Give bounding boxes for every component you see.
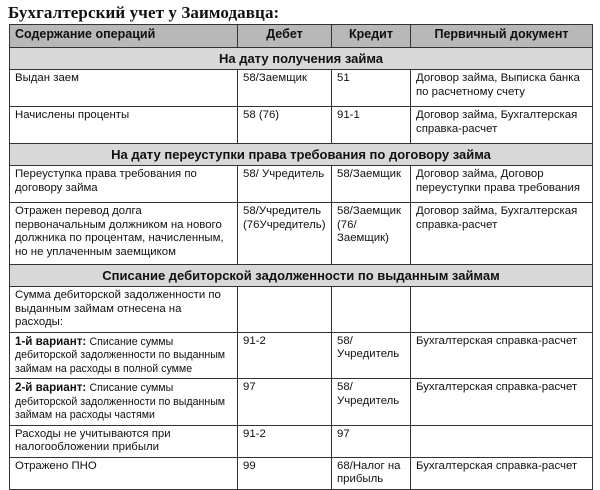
credit-cell: 68/Налог на прибыль: [332, 457, 411, 489]
credit-cell: 58/Заемщик: [332, 166, 411, 203]
credit-cell: 91-1: [332, 107, 411, 144]
operation-cell: [10, 332, 238, 379]
table-row: [10, 107, 593, 144]
operation-cell: Расходы не учитываются при налогообложении прибыли: [10, 425, 238, 457]
table-row: [10, 379, 593, 426]
debit-cell: 58/ Учредитель: [238, 166, 332, 203]
section-heading: На дату получения займа: [10, 48, 593, 70]
operation-cell: Переуступка права требования по договору займа: [10, 166, 238, 203]
debit-cell: 58/Учредитель (76Учредитель): [238, 203, 332, 265]
variant-text: Списание суммы дебиторской задолженности по выданным займам на расходы в полной сумме: [15, 335, 226, 375]
debit-cell: 58 (76): [238, 107, 332, 144]
section-heading-row: [10, 48, 593, 70]
header-document: Первичный документ: [411, 25, 593, 48]
variant-text: Списание суммы дебиторской задолженности по выданным займам на расходы частями: [15, 382, 226, 421]
operation-cell: Начислены проценты: [10, 107, 238, 144]
section-heading: Списание дебиторской задолженности по выданным займам: [10, 265, 593, 287]
document-cell: Договор займа, Бухгалтерская справка-расчет: [411, 107, 593, 144]
debit-cell: 58/Заемщик: [238, 70, 332, 107]
credit-cell: 51: [332, 70, 411, 107]
operation-cell: Сумма дебиторской задолженности по выданным займам отнесена на расходы:: [10, 287, 238, 333]
table-row: [10, 70, 593, 107]
debit-cell: 99: [238, 457, 332, 489]
table-row: [10, 457, 593, 489]
debit-cell: 91-2: [238, 332, 332, 379]
section-heading-row: [10, 265, 593, 287]
variant-label: 1-й вариант:: [15, 334, 87, 348]
operation-cell: [10, 379, 238, 426]
accounting-table: [9, 24, 593, 490]
document-cell: Бухгалтерская справка-расчет: [411, 457, 593, 489]
operation-cell: Отражен перевод долга первоначальным должником на нового должника по процентам, начисленным, но не уплаченным заемщиком: [10, 203, 238, 265]
credit-cell: [332, 287, 411, 333]
document-cell: Договор займа, Выписка банка по расчетному счету: [411, 70, 593, 107]
table-row: [10, 203, 593, 265]
table-row: [10, 425, 593, 457]
table-row: [10, 166, 593, 203]
credit-cell: 58/ Учредитель: [332, 379, 411, 426]
debit-cell: 91-2: [238, 425, 332, 457]
document-cell: [411, 287, 593, 333]
header-debit: Дебет: [238, 25, 332, 48]
table-row: [10, 287, 593, 333]
operation-cell: Отражено ПНО: [10, 457, 238, 489]
credit-cell: 58/Заемщик (76/Заемщик): [332, 203, 411, 265]
section-heading: На дату переуступки права требования по договору займа: [10, 144, 593, 166]
variant-label: 2-й вариант:: [15, 381, 87, 394]
credit-cell: 97: [332, 425, 411, 457]
debit-cell: 97: [238, 379, 332, 426]
header-operation: Содержание операций: [10, 25, 238, 48]
document-cell: Бухгалтерская справка-расчет: [411, 332, 593, 379]
table-row: [10, 332, 593, 379]
document-title: Бухгалтерский учет у Заимодавца:: [8, 3, 280, 22]
document-cell: [411, 425, 593, 457]
header-credit: Кредит: [332, 25, 411, 48]
debit-cell: [238, 287, 332, 333]
section-heading-row: [10, 144, 593, 166]
credit-cell: 58/ Учредитель: [332, 332, 411, 379]
document-cell: Бухгалтерская справка-расчет: [411, 379, 593, 426]
document-cell: Договор займа, Бухгалтерская справка-расчет: [411, 203, 593, 265]
table-header-row: [10, 25, 593, 48]
document-cell: Договор займа, Договор переуступки права требования: [411, 166, 593, 203]
operation-cell: Выдан заем: [10, 70, 238, 107]
